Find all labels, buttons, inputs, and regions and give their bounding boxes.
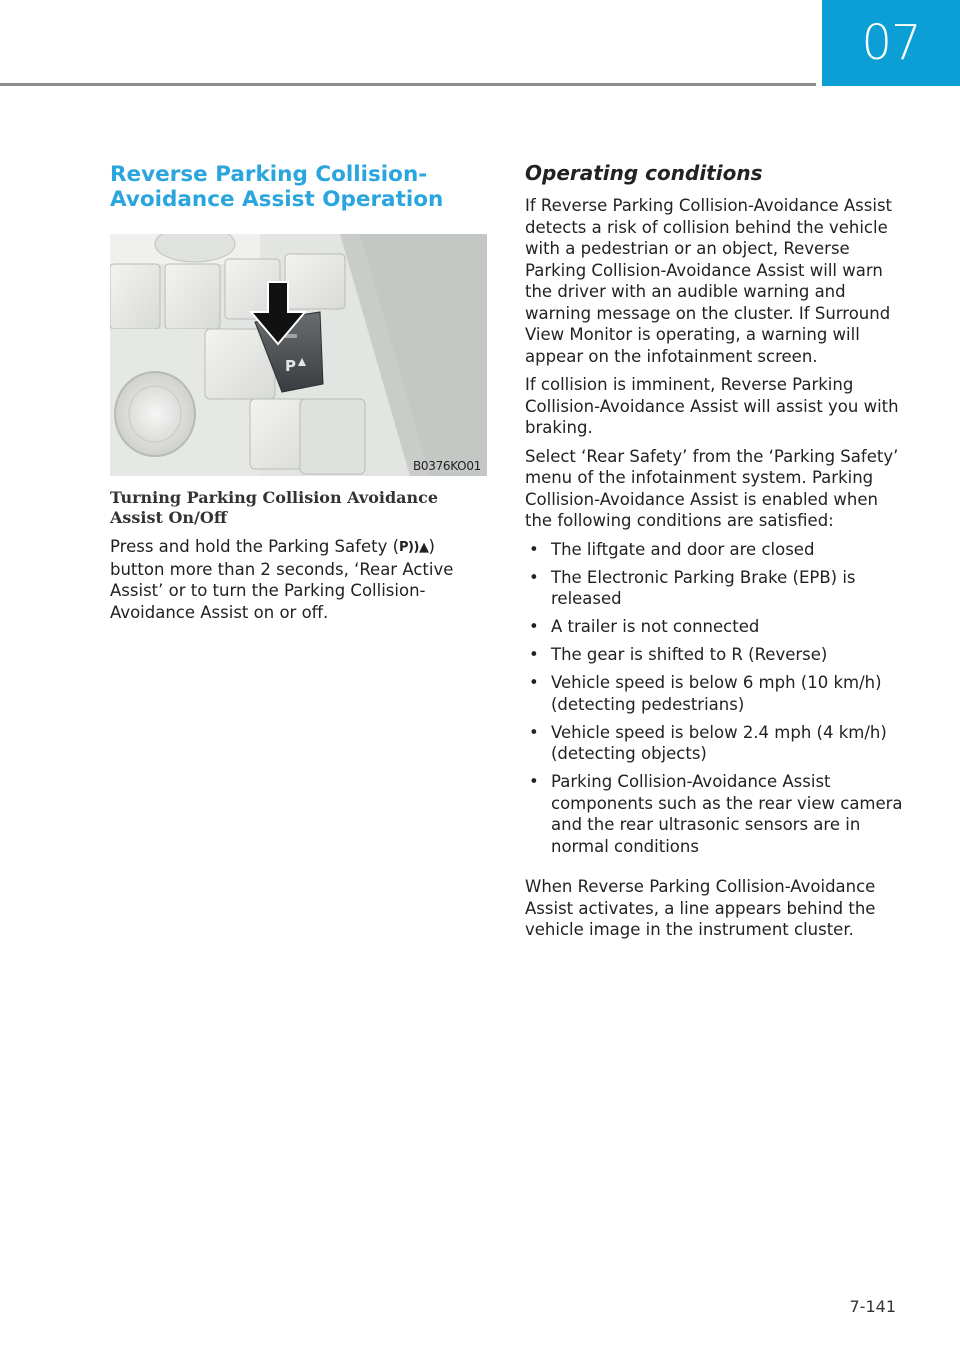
list-item: • Vehicle speed is below 6 mph (10 km/h) (detecting pedestrians) — [529, 673, 882, 714]
list-item: • Vehicle speed is below 2.4 mph (4 km/h) (detecting objects) — [529, 722, 887, 763]
chapter-number: 07 — [861, 15, 921, 71]
sub-heading: Turning Parking Collision Avoidance Assist On/Off — [110, 488, 439, 527]
paragraph-activation: When Reverse Parking Collision-Avoidance Assist activates, a line appears behind the vehicle image in the instrument cluster. — [525, 877, 876, 939]
list-item: • The Electronic Parking Brake (EPB) is released — [529, 567, 856, 608]
page-number: 7-141 — [849, 1297, 896, 1316]
list-item: • The gear is shifted to R (Reverse) — [529, 645, 828, 664]
instructions-part1: Press and hold the Parking Safety ( — [110, 537, 400, 556]
paragraph-braking: If collision is imminent, Reverse Parking Collision-Avoidance Assist will assist you with braking. — [525, 375, 899, 437]
onoff-instructions — [110, 536, 488, 623]
figure-code: B0376KO01 — [413, 459, 481, 473]
list-item: • The liftgate and door are closed — [529, 539, 815, 559]
operating-conditions-heading: Operating conditions — [525, 161, 763, 185]
instructions-part2: ) button more than 2 seconds, ‘Rear Active Assist’ or to turn the Parking Collision-Avoidance Assist on or off. — [110, 537, 454, 622]
parking-safety-icon: P))▲ — [399, 540, 429, 555]
chapter-tab — [822, 0, 960, 86]
left-column — [110, 162, 488, 623]
list-item: • A trailer is not connected — [529, 617, 760, 636]
list-item: • Parking Collision-Avoidance Assist components such as the rear view camera and the rear ultrasonic sensors are in normal conditions — [529, 772, 903, 856]
section-title: Reverse Parking Collision- Avoidance Assist Operation — [110, 162, 444, 212]
header-rule — [0, 83, 816, 86]
parking-safety-button-figure — [110, 234, 487, 476]
console-illustration — [110, 234, 487, 476]
svg-text:P: P — [285, 357, 296, 375]
paragraph-risk-warning: If Reverse Parking Collision-Avoidance Assist detects a risk of collision behind the vehicle with a pedestrian or an object, Reverse Parking Collision-Avoidance Assist will warn the driver with an audible warning and warning message on the cluster. If Surround View Monitor is operating, a warning will appear on the infotainment screen. — [525, 196, 893, 366]
right-column — [525, 160, 905, 941]
paragraph-enable: Select ‘Rear Safety’ from the ‘Parking Safety’ menu of the infotainment system. Parking Collision-Avoidance Assist is enabled when the following conditions are satisfied: — [525, 446, 899, 530]
conditions-list — [525, 539, 905, 858]
